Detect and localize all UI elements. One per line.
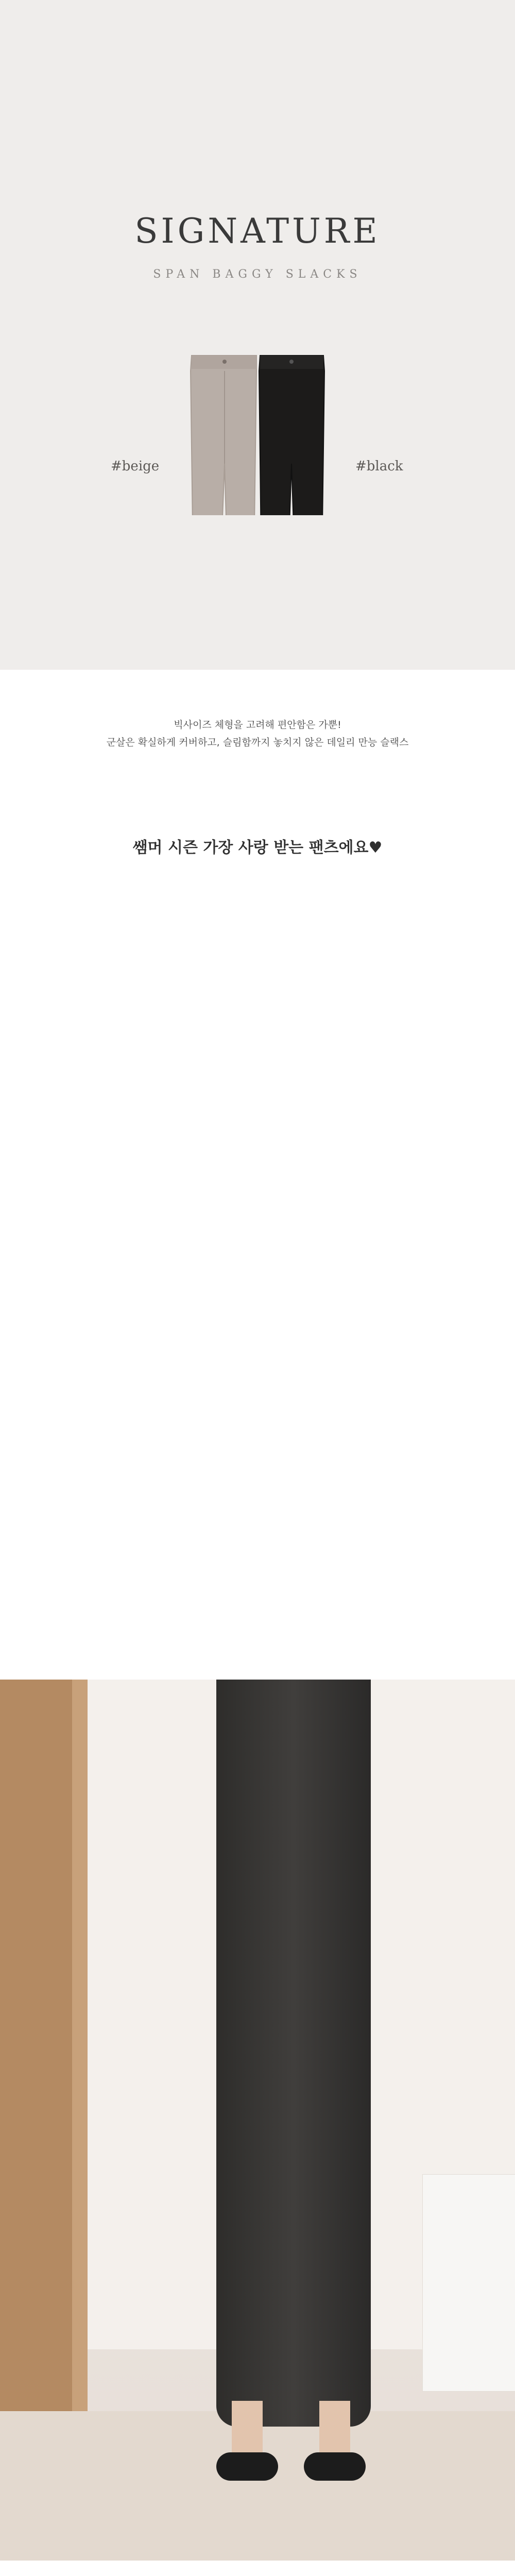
photo-ankle-left [232, 2401, 263, 2458]
intro-line: 군살은 확실하게 커버하고, 슬림함까지 놓치지 않은 데일리 만능 슬랙스 [106, 737, 409, 748]
beige-slacks-image [191, 355, 256, 515]
tagline: 쌤머 시즌 가장 사랑 받는 팬츠에요♥ [132, 839, 383, 857]
intro-text [0, 716, 515, 751]
brand-subtitle: SPAN BAGGY SLACKS [153, 268, 362, 281]
hero-bottom-band [0, 515, 515, 670]
photo-bed [422, 2174, 515, 2392]
hero-banner [0, 0, 515, 515]
color-label-black: #black [355, 459, 403, 474]
brand-title: SIGNATURE [134, 211, 381, 251]
model-photo [0, 1680, 515, 2561]
color-label-beige: #beige [111, 459, 160, 474]
photo-ankle-right [319, 2401, 350, 2458]
photo-sandal-left [216, 2452, 278, 2481]
intro-line: 빅사이즈 체형을 고려해 편안함은 가뿐! [174, 719, 341, 731]
black-slacks-image [259, 355, 324, 515]
photo-sandal-right [304, 2452, 366, 2481]
photo-black-slacks [216, 1680, 371, 2427]
product-image-pair [0, 0, 515, 515]
